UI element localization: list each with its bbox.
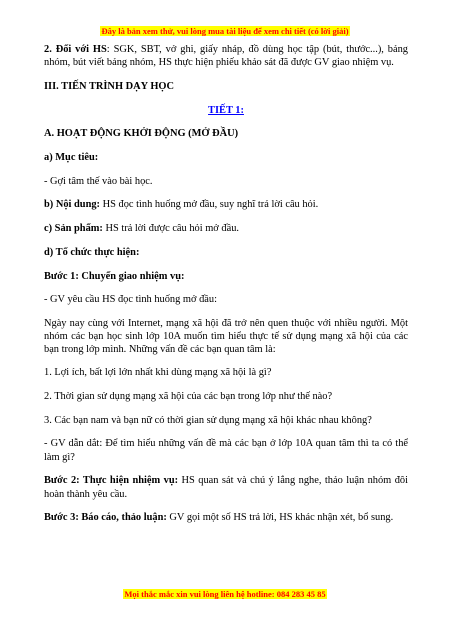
lesson-title: TIẾT 1: — [208, 104, 244, 116]
step3-text: GV gọi một số HS trả lời, HS khác nhận xét, bổ sung. — [166, 512, 394, 524]
product-text: HS trả lời được câu hỏi mở đầu. — [102, 223, 239, 235]
step3-label: Bước 3: Báo cáo, thảo luận: — [44, 512, 167, 524]
content-text: HS đọc tình huống mở đầu, suy nghĩ trả lời câu hỏi. — [100, 199, 319, 211]
hotline-banner — [0, 589, 450, 599]
step3-paragraph — [44, 511, 408, 524]
preview-notice-text: Đây là bản xem thử, vui lòng mua tài liệu để xem chi tiết (có lời giải) — [101, 26, 349, 36]
step1-text: - GV yêu cầu HS đọc tình huống mở đầu: — [44, 294, 217, 306]
organize-label: d) Tổ chức thực hiện: — [44, 246, 140, 258]
content-paragraph — [44, 198, 408, 211]
step2-label: Bước 2: Thực hiện nhiệm vụ: — [44, 475, 179, 487]
lesson-title-line — [44, 104, 408, 117]
step2-text: HS quan sát và chú ý lắng nghe, thảo luận nhóm đôi hoàn thành yêu cầu. — [44, 475, 409, 500]
hs-label: 2. Đối với HS — [44, 44, 107, 55]
product-paragraph — [44, 222, 408, 235]
question-1: 1. Lợi ích, bất lợi lớn nhất khi dùng mạng xã hội là gì? — [44, 367, 272, 379]
objective-text: - Gợi tâm thế vào bài học. — [44, 175, 153, 187]
content-label: b) Nội dung: — [44, 199, 101, 211]
hotline-text: Mọi thắc mắc xin vui lòng liên hệ hotline: 084 283 45 85 — [124, 589, 326, 599]
question-2: 2. Thời gian sử dụng mạng xã hội của các bạn trong lớp như thế nào? — [44, 391, 333, 403]
situation-paragraph: Ngày nay cùng với Internet, mạng xã hội đã trở nên quen thuộc với nhiều người. Một nhóm các bạn học sinh lớp 10A muốn tìm hiểu thực tế sử dụng mạng xã hội của các bạn trong lớp mình. Những vấn đề các bạn quan tâm là: — [44, 317, 408, 356]
section-title: III. TIẾN TRÌNH DẠY HỌC — [44, 80, 175, 92]
activity-title: A. HOẠT ĐỘNG KHỞI ĐỘNG (MỞ ĐẦU) — [44, 128, 239, 140]
preview-notice-banner — [0, 26, 450, 36]
guide-paragraph: - GV dẫn dắt: Để tìm hiểu những vấn đề mà các bạn ở lớp 10A quan tâm thì ta có thể làm gì? — [44, 438, 408, 463]
hs-text: : SGK, SBT, vở ghi, giấy nháp, đồ dùng học tập (bút, thước...), bảng nhóm, bút viết bảng nhóm, HS thực hiện phiếu khảo sát đã được GV giao nhiệm vụ. — [44, 44, 409, 69]
product-label: c) Sản phẩm: — [44, 223, 103, 235]
step2-paragraph — [44, 474, 408, 500]
step1-label: Bước 1: Chuyển giao nhiệm vụ: — [44, 270, 185, 282]
hs-materials-paragraph — [44, 43, 408, 69]
objective-label: a) Mục tiêu: — [44, 152, 99, 164]
question-3: 3. Các bạn nam và bạn nữ có thời gian sử dụng mạng xã hội khác nhau không? — [44, 414, 372, 426]
document-body — [44, 43, 408, 524]
